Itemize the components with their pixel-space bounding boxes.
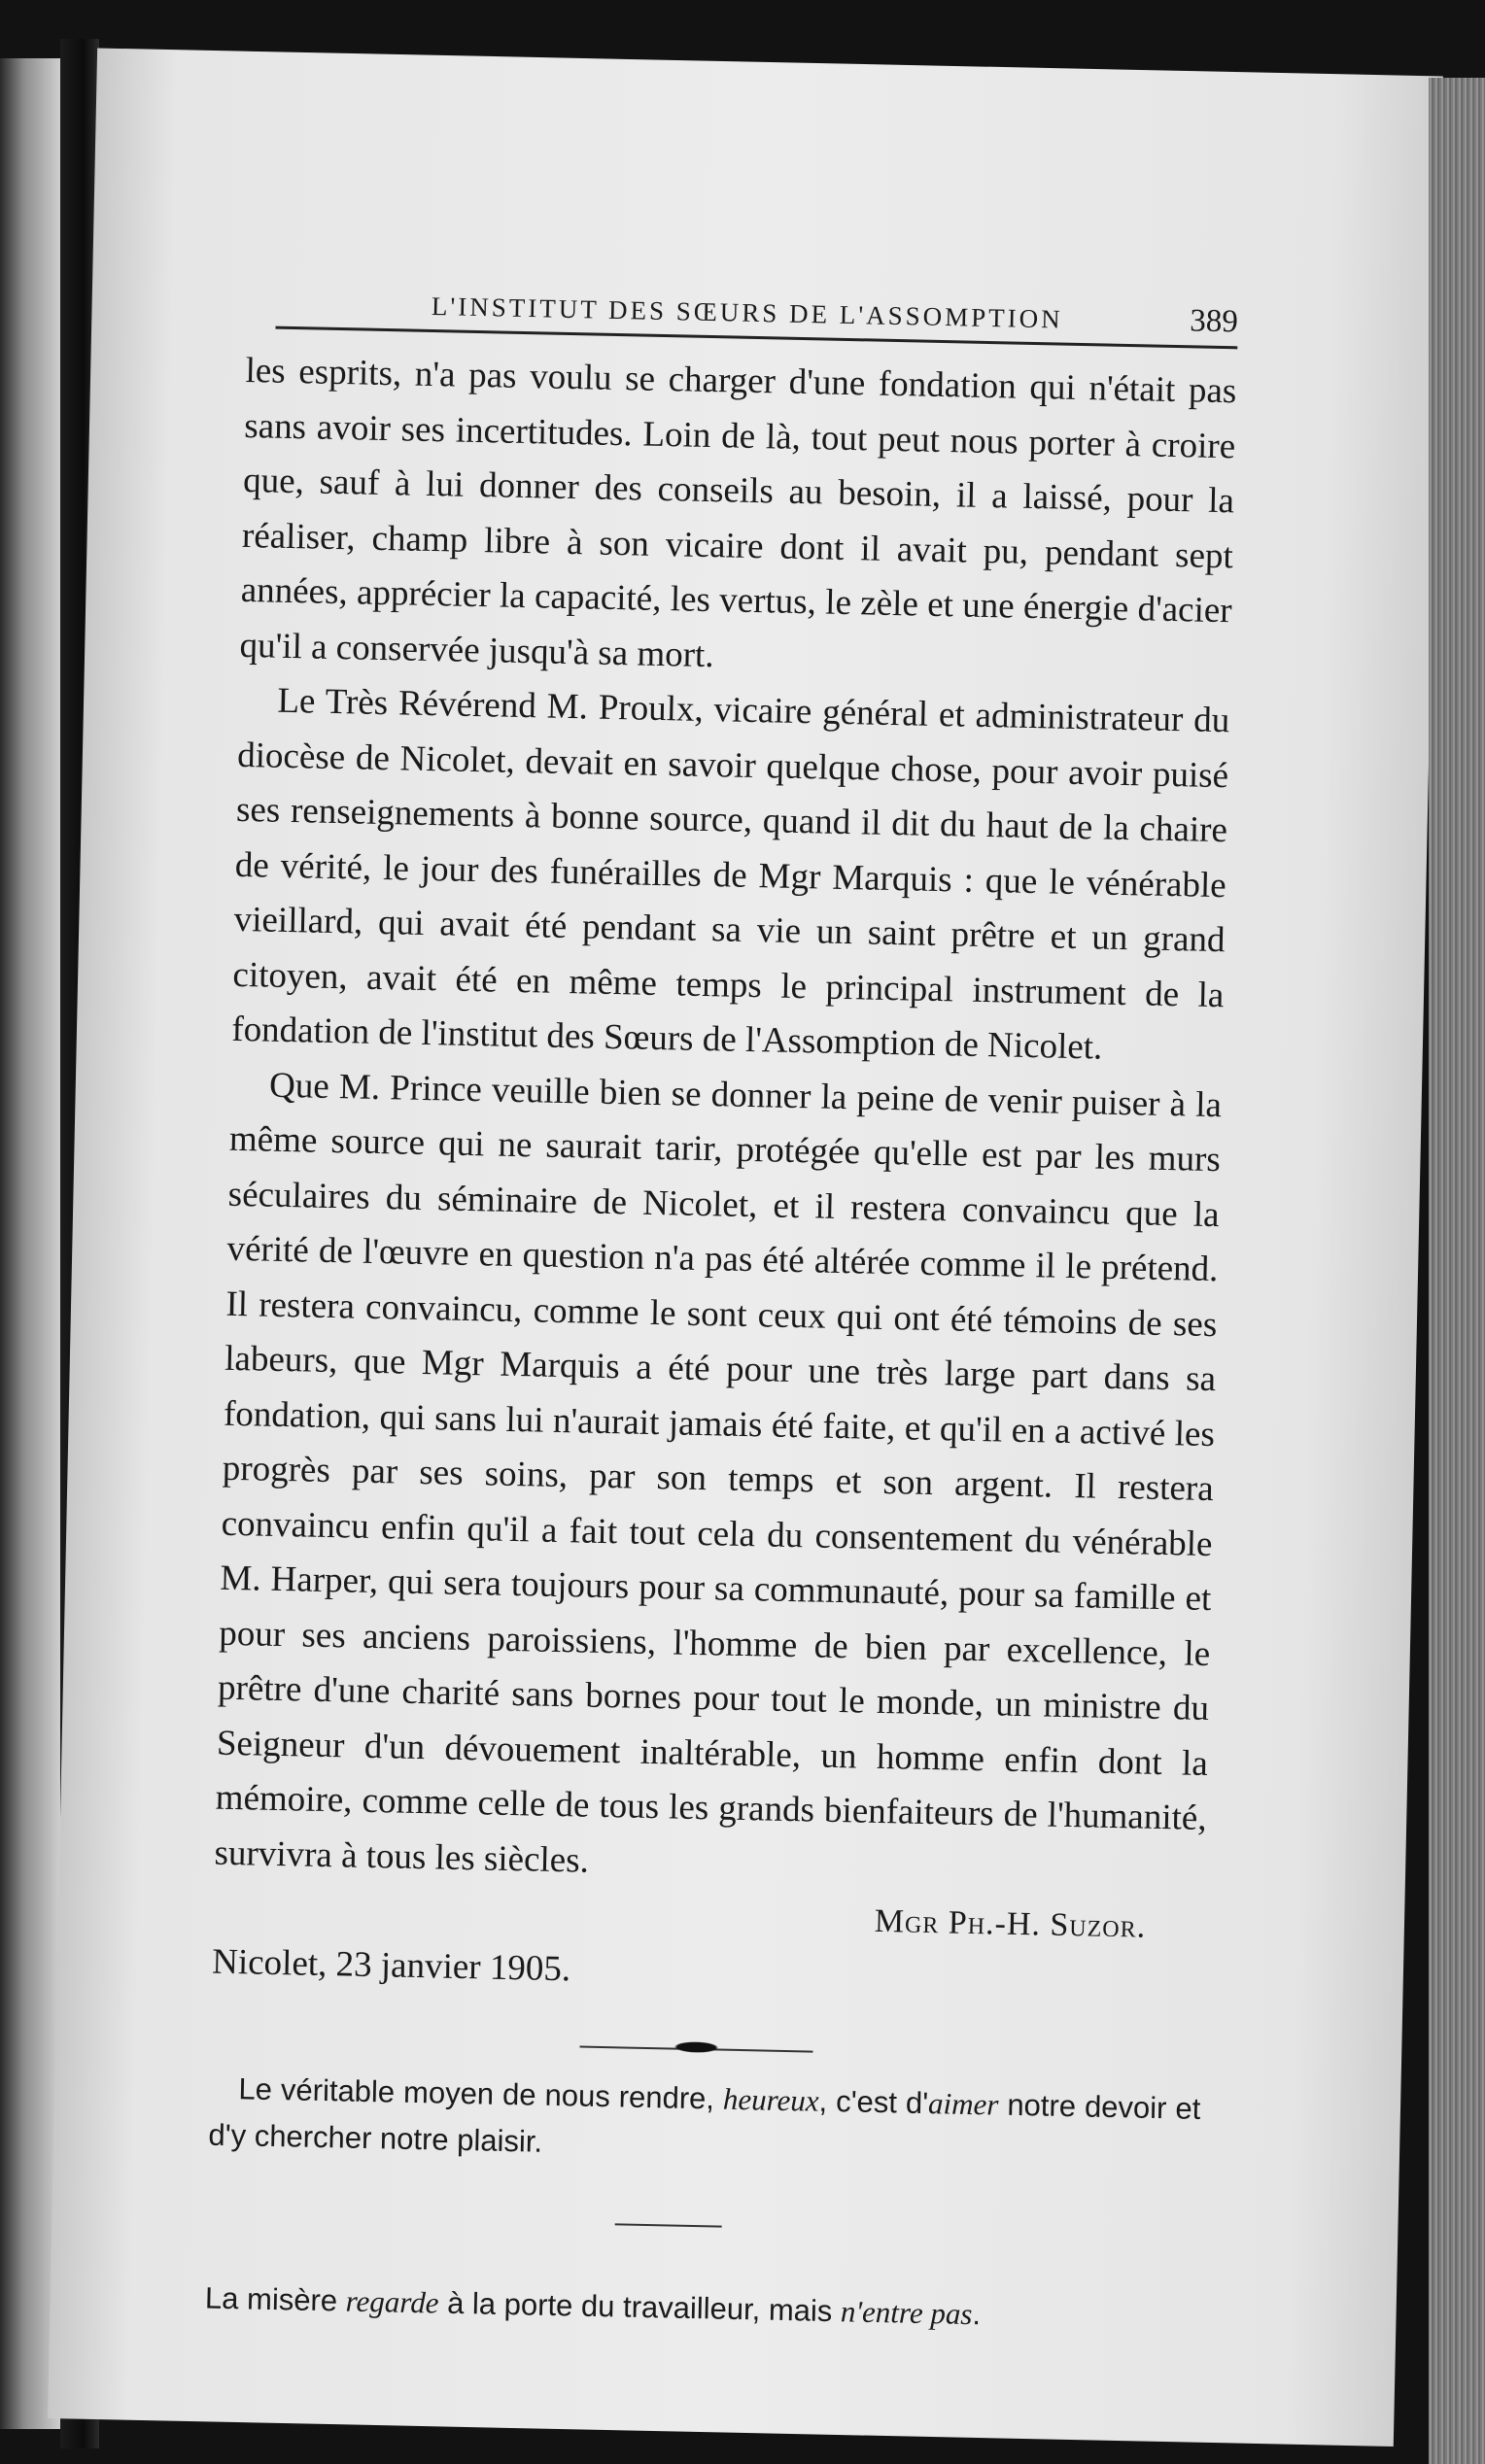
maxim-2-emphasis-1: regarde xyxy=(345,2283,439,2320)
maxim-2-text-mid: à la porte du travailleur, mais xyxy=(438,2285,842,2329)
maxim-2-emphasis-2: n'entre pas xyxy=(840,2294,973,2332)
page-number: 389 xyxy=(1189,303,1239,340)
page-content xyxy=(204,257,1238,2343)
paragraph-3: Que M. Prince veuille bien se donner la peine de venir puiser à la même source qui ne saurait tarir, protégée qu'elle est par les murs séculaires du séminaire de Nicolet, et il restera convaincu que la vérité de l'œuvre en question n'a pas été altérée comme il le prétend. Il restera convaincu, comme le sont ceux qui ont été témoins de ses labeurs, que Mgr Marquis a été pour une très large part dans sa fondation, qui sans lui n'aurait jamais été faite, et qu'il en a activé les progrès par ses soins, par son temps et son argent. Il restera convaincu enfin qu'il a fait tout cela du consentement du vénérable M. Harper, qui sera toujours pour sa communauté, pour sa famille et pour ses anciens paroissiens, l'homme de bien par excellence, le prêtre d'une charité sans bornes pour tout le monde, un ministre du Seigneur d'un dévouement inaltérable, un homme enfin dont la mémoire, comme celle de tous les grands bienfaiteurs de l'humanité, survivra à tous les siècles. xyxy=(214,1065,1223,1881)
maxim-1-text: Le véritable moyen de nous rendre, xyxy=(238,2071,724,2116)
maxim-1-text-end: notre devoir et d'y chercher notre plaisir. xyxy=(208,2087,1201,2159)
maxim-2-text: La misère xyxy=(204,2280,347,2318)
paragraph-2: Le Très Révérend M. Proulx, vicaire général et administrateur du diocèse de Nicolet, devait en savoir quelque chose, pour avoir puisé ses renseignements à bonne source, quand il dit du haut de la chaire de vérité, le jour des funérailles de Mgr Marquis : que le vénérable vieillard, qui avait été pendant sa vie un saint prêtre et un grand citoyen, avait été en même temps le principal instrument de la fondation de l'institut des Sœurs de l'Assomption de Nicolet. xyxy=(230,680,1230,1068)
facing-page-edge xyxy=(0,58,60,2429)
page-stack-edges xyxy=(1429,78,1485,2464)
place-date: Nicolet, 23 janvier 1905. xyxy=(211,1941,571,1990)
signature: Mgr Ph.-H. Suzor. xyxy=(874,1902,1147,1945)
divider-line xyxy=(615,2223,722,2227)
fleuron-ornament xyxy=(657,2036,735,2058)
paragraph-1: les esprits, n'a pas voulu se charger d'une fondation qui n'était pas sans avoir ses incertitudes. Loin de là, tout peut nous porter à croire que, sauf à lui donner des conseils au besoin, il a laissé, pour la réaliser, champ libre à son vicaire dont il avait pu, pendant sept années, apprécier la capacité, les vertus, le zèle et une énergie d'acier qu'il a conservée jusqu'à sa mort. xyxy=(239,350,1237,675)
maxim-1-emphasis-2: aimer xyxy=(927,2086,999,2122)
running-title: L'INSTITUT DES SŒURS DE L'ASSOMPTION xyxy=(431,291,1063,334)
maxim-2-text-end: . xyxy=(972,2297,982,2332)
maxim-1-emphasis-1: heureux xyxy=(722,2081,819,2118)
maxim-1-text-mid: , c'est d' xyxy=(818,2083,929,2121)
